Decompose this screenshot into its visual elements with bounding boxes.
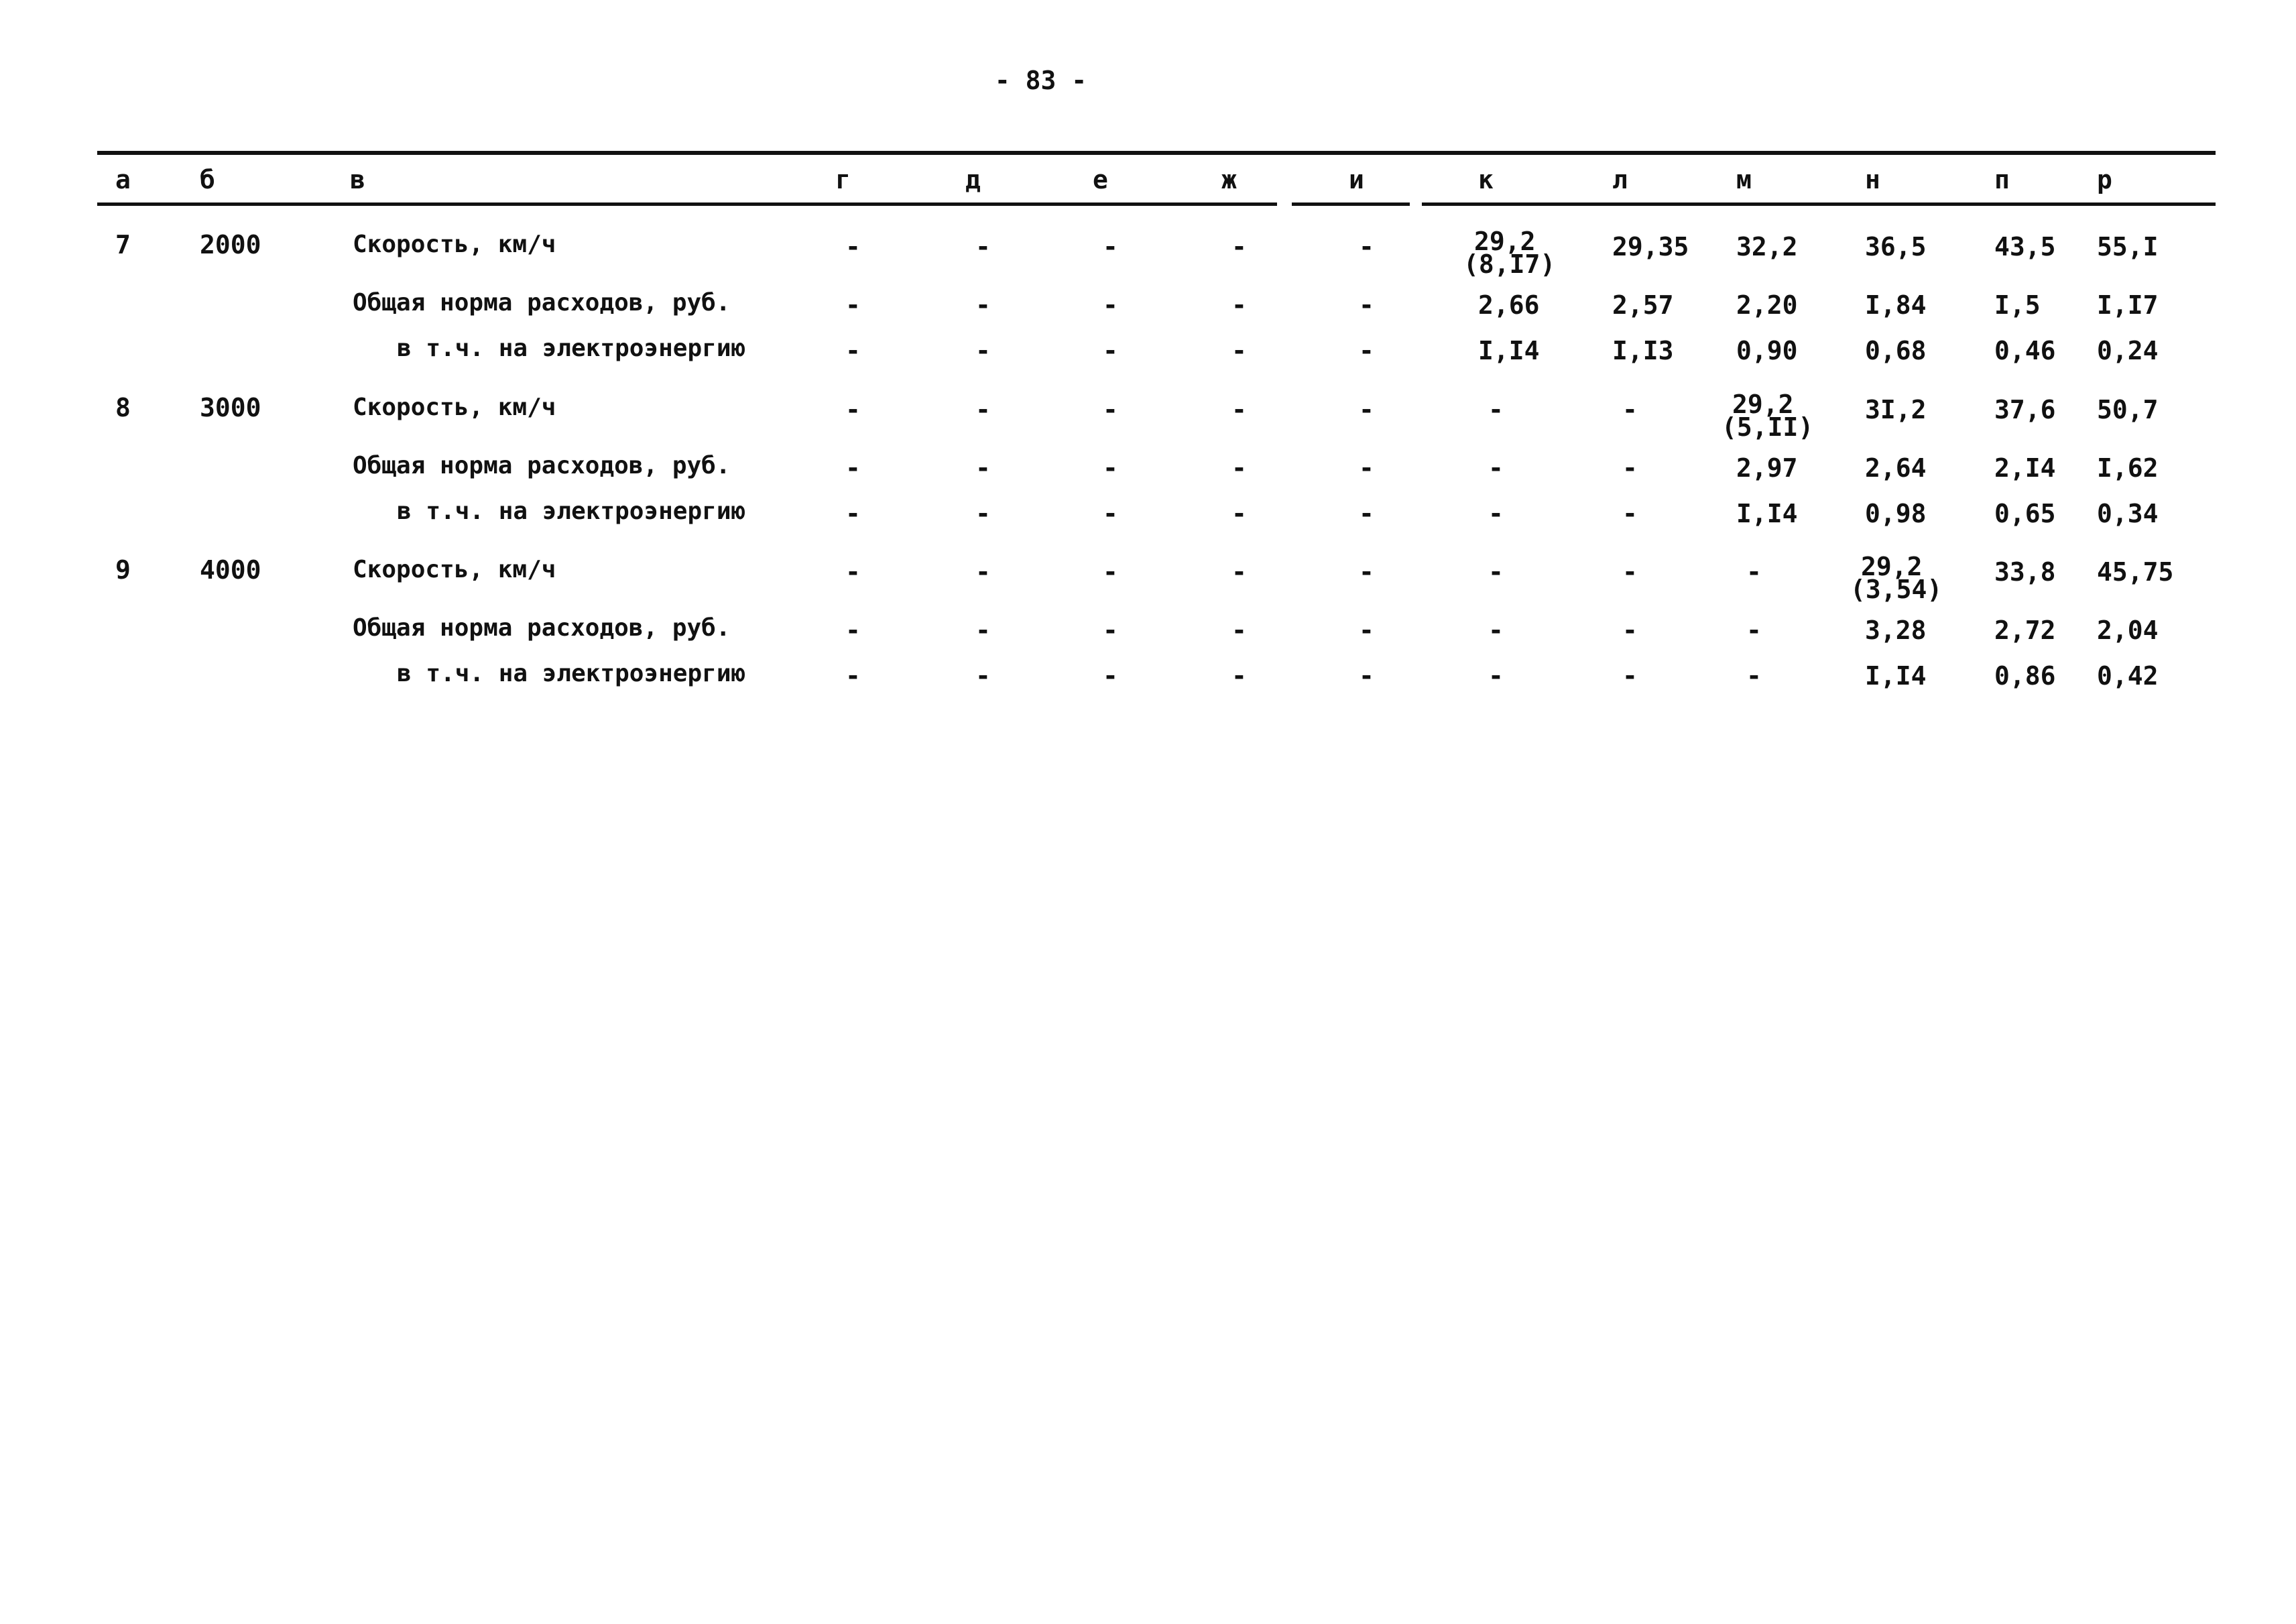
table-cell-dash: -: [1231, 290, 1247, 320]
table-cell-dash: -: [845, 661, 861, 691]
table-cell: I,I4: [1736, 499, 1798, 528]
row-label: Общая норма расходов, руб.: [353, 614, 731, 642]
table-cell: 32,2: [1736, 232, 1798, 262]
column-header: б: [200, 165, 215, 194]
table-cell: 36,5: [1865, 232, 1927, 262]
table-cell-dash: -: [1488, 499, 1504, 528]
table-cell-dash: -: [845, 499, 861, 528]
table-cell-dash: -: [845, 453, 861, 483]
column-header: а: [115, 165, 131, 194]
table-cell-line: (5,II): [1721, 412, 1814, 442]
column-header: л: [1612, 165, 1628, 194]
table-top-rule: [97, 151, 2216, 155]
row-label: в т.ч. на электроэнергию: [397, 335, 746, 362]
table-cell-dash: -: [1622, 395, 1638, 424]
table-header-rule: [97, 202, 2216, 206]
table-cell: 2,64: [1865, 453, 1927, 483]
column-header: в: [350, 165, 365, 194]
table-cell: 0,42: [2097, 661, 2159, 691]
table-cell: 45,75: [2097, 557, 2174, 587]
table-cell: 3,28: [1865, 616, 1927, 645]
table-cell: 0,46: [1994, 336, 2056, 365]
table-cell-dash: -: [1359, 661, 1374, 691]
table-cell-dash: -: [1231, 616, 1247, 645]
table-cell-dash: -: [1488, 395, 1504, 424]
table-cell-dash: -: [1231, 232, 1247, 262]
table-cell: [1850, 552, 1943, 604]
table-cell-dash: -: [1103, 616, 1118, 645]
table-cell-dash: -: [1746, 557, 1762, 587]
table-cell-dash: -: [1231, 453, 1247, 483]
row-value-b: 2000: [200, 230, 261, 259]
table-cell: 2,72: [1994, 616, 2056, 645]
table-cell-dash: -: [1231, 557, 1247, 587]
column-header: п: [1994, 165, 2010, 194]
table-cell: 2,57: [1612, 290, 1674, 320]
table-cell: 33,8: [1994, 557, 2056, 587]
table-cell-dash: -: [1103, 395, 1118, 424]
table-cell: [1721, 390, 1814, 442]
table-cell-dash: -: [1359, 499, 1374, 528]
row-label: в т.ч. на электроэнергию: [397, 498, 746, 525]
table-cell-dash: -: [845, 336, 861, 365]
table-cell-dash: -: [1488, 557, 1504, 587]
table-cell-dash: -: [845, 616, 861, 645]
table-cell: 0,65: [1994, 499, 2056, 528]
table-cell: 2,04: [2097, 616, 2159, 645]
table-cell: 2,97: [1736, 453, 1798, 483]
table-cell: 29,35: [1612, 232, 1689, 262]
table-cell-dash: -: [1103, 336, 1118, 365]
table-cell: 55,I: [2097, 232, 2159, 262]
table-cell-dash: -: [1488, 661, 1504, 691]
table-cell-dash: -: [1103, 661, 1118, 691]
table-cell-line: 29,2: [1474, 227, 1536, 256]
table-cell-dash: -: [1359, 616, 1374, 645]
table-cell-dash: -: [975, 453, 991, 483]
table-cell: 0,86: [1994, 661, 2056, 691]
table-cell-dash: -: [1103, 290, 1118, 320]
table-cell: I,5: [1994, 290, 2041, 320]
table-cell-dash: -: [1622, 661, 1638, 691]
table-cell-dash: -: [975, 499, 991, 528]
table-cell-dash: -: [1488, 453, 1504, 483]
table-cell-dash: -: [1231, 336, 1247, 365]
table-cell: 3I,2: [1865, 395, 1927, 424]
table-cell-dash: -: [1488, 616, 1504, 645]
header-rule-gap: [1277, 200, 1292, 208]
table-cell-dash: -: [1103, 232, 1118, 262]
table-cell-line: 29,2: [1861, 552, 1923, 581]
column-header: н: [1865, 165, 1880, 194]
table-cell-dash: -: [1622, 499, 1638, 528]
table-cell: 2,66: [1478, 290, 1540, 320]
row-label: Скорость, км/ч: [353, 556, 556, 583]
table-cell: I,84: [1865, 290, 1927, 320]
table-cell-line: (3,54): [1850, 575, 1943, 604]
table-cell-dash: -: [1231, 395, 1247, 424]
table-cell-line: (8,I7): [1463, 249, 1556, 279]
column-header: е: [1093, 165, 1108, 194]
table-cell-dash: -: [1103, 453, 1118, 483]
header-rule-gap: [1410, 200, 1422, 208]
page-number: - 83 -: [994, 66, 1087, 95]
table-cell-dash: -: [1359, 395, 1374, 424]
table-cell: 2,20: [1736, 290, 1798, 320]
table-cell-dash: -: [1359, 336, 1374, 365]
table-cell: I,I4: [1478, 336, 1540, 365]
table-cell: 0,34: [2097, 499, 2159, 528]
table-cell-dash: -: [1359, 290, 1374, 320]
row-value-b: 4000: [200, 555, 261, 585]
table-cell: 0,98: [1865, 499, 1927, 528]
row-label: в т.ч. на электроэнергию: [397, 660, 746, 687]
table-cell-dash: -: [1746, 661, 1762, 691]
table-cell-dash: -: [1622, 453, 1638, 483]
column-header: г: [835, 165, 851, 194]
row-label: Скорость, км/ч: [353, 231, 556, 258]
table-cell-dash: -: [845, 557, 861, 587]
table-cell: 43,5: [1994, 232, 2056, 262]
table-cell: 37,6: [1994, 395, 2056, 424]
table-cell-dash: -: [1359, 557, 1374, 587]
column-header: к: [1478, 165, 1494, 194]
table-cell: 2,I4: [1994, 453, 2056, 483]
table-cell-dash: -: [1622, 616, 1638, 645]
table-cell-dash: -: [975, 395, 991, 424]
table-cell-dash: -: [1622, 557, 1638, 587]
table-cell-dash: -: [975, 661, 991, 691]
table-cell-line: 29,2: [1732, 390, 1794, 419]
row-label: Общая норма расходов, руб.: [353, 289, 731, 316]
row-value-b: 3000: [200, 393, 261, 422]
table-cell: 0,90: [1736, 336, 1798, 365]
table-cell-dash: -: [1359, 453, 1374, 483]
table-cell-dash: -: [1359, 232, 1374, 262]
column-header: ж: [1221, 165, 1237, 194]
table-cell: I,62: [2097, 453, 2159, 483]
table-cell: I,I4: [1865, 661, 1927, 691]
column-header: р: [2097, 165, 2112, 194]
table-cell-dash: -: [845, 395, 861, 424]
table-cell-dash: -: [845, 232, 861, 262]
table-cell: 0,24: [2097, 336, 2159, 365]
row-number: 8: [115, 393, 131, 422]
row-number: 9: [115, 555, 131, 585]
table-cell-dash: -: [1103, 557, 1118, 587]
table-cell: 0,68: [1865, 336, 1927, 365]
table-cell: I,I7: [2097, 290, 2159, 320]
table-cell-dash: -: [1103, 499, 1118, 528]
table-cell-dash: -: [975, 557, 991, 587]
table-cell: [1463, 227, 1556, 279]
table-cell-dash: -: [845, 290, 861, 320]
table-cell-dash: -: [975, 616, 991, 645]
table-cell-dash: -: [1231, 499, 1247, 528]
table-cell-dash: -: [1231, 661, 1247, 691]
row-label: Общая норма расходов, руб.: [353, 452, 731, 479]
column-header: д: [965, 165, 981, 194]
row-label: Скорость, км/ч: [353, 394, 556, 421]
column-header: и: [1349, 165, 1364, 194]
row-number: 7: [115, 230, 131, 259]
column-header: м: [1736, 165, 1752, 194]
table-cell-dash: -: [975, 336, 991, 365]
table-cell: I,I3: [1612, 336, 1674, 365]
table-cell-dash: -: [1746, 616, 1762, 645]
table-cell: 50,7: [2097, 395, 2159, 424]
table-cell-dash: -: [975, 232, 991, 262]
table-cell-dash: -: [975, 290, 991, 320]
